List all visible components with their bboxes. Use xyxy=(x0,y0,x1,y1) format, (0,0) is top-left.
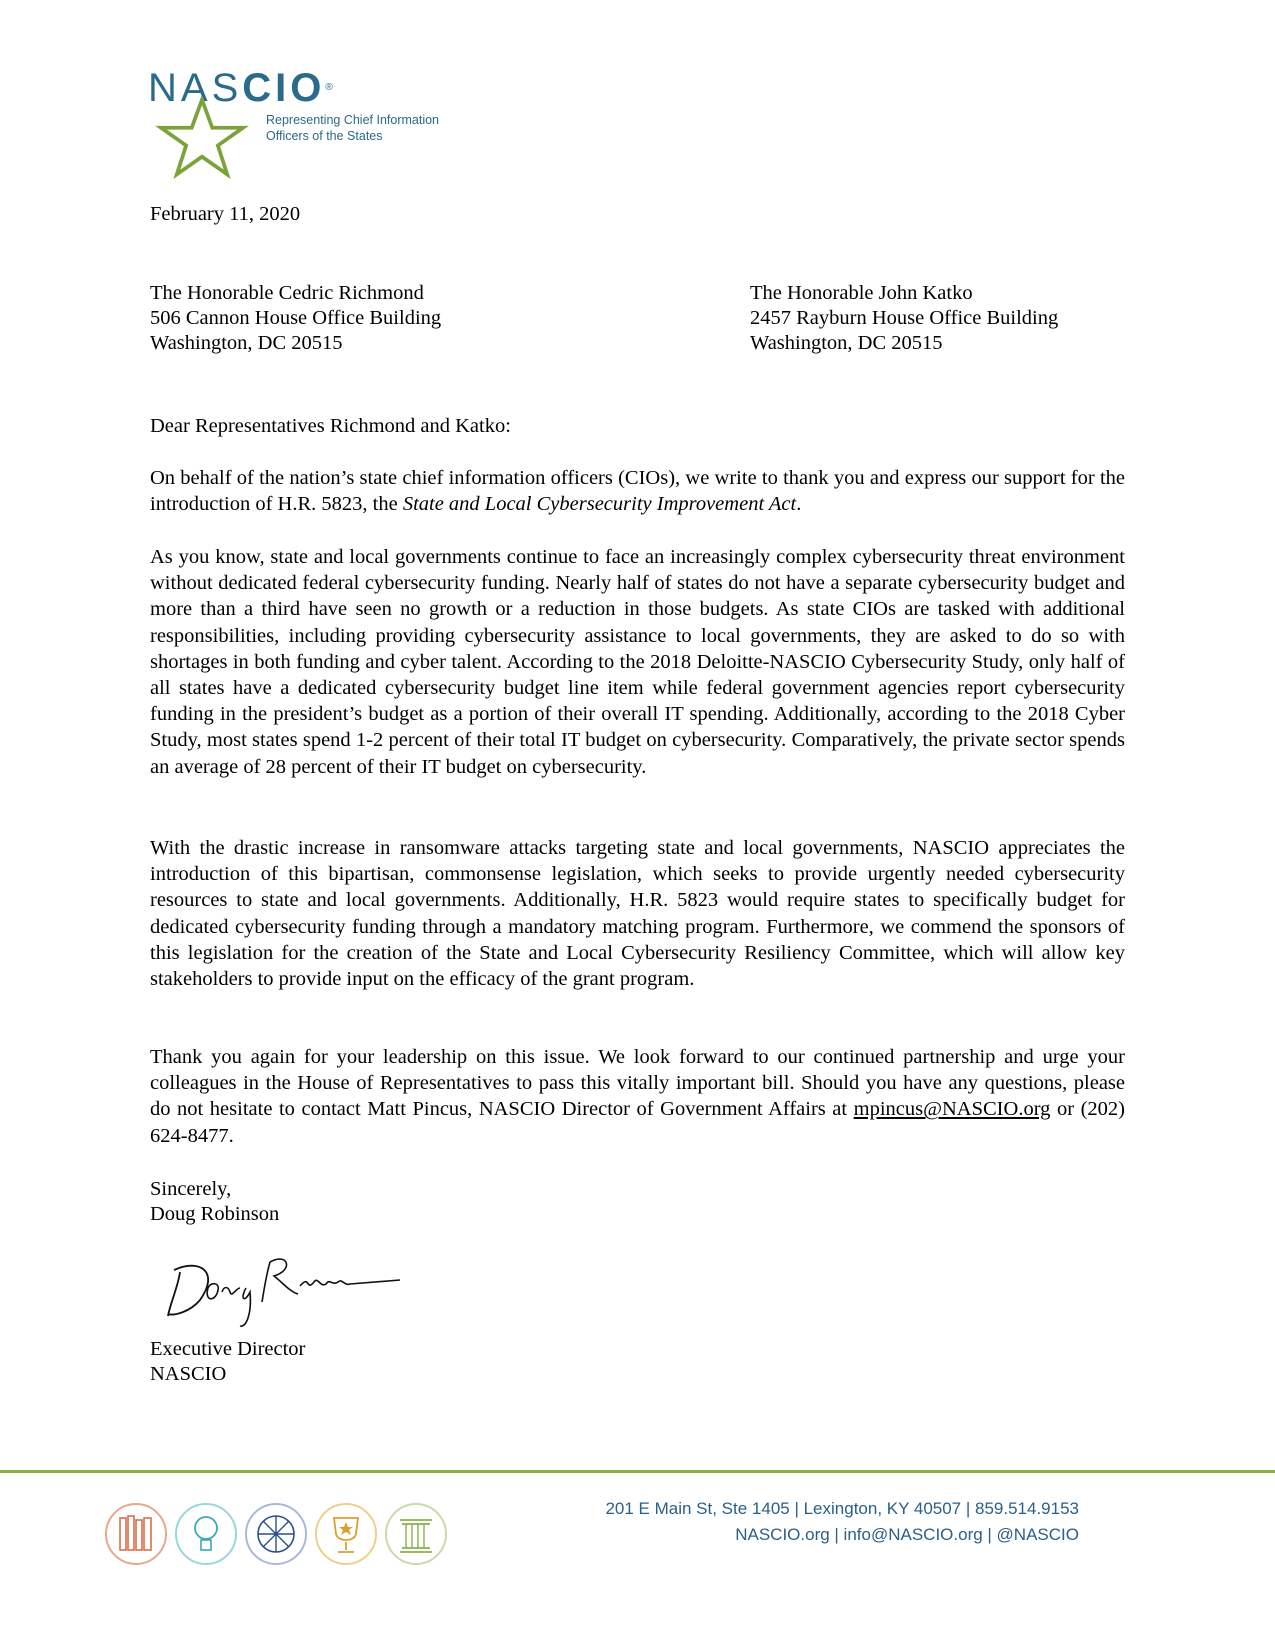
salutation: Dear Representatives Richmond and Katko: xyxy=(150,415,511,437)
footer-divider xyxy=(0,1470,1275,1473)
recipient-city: Washington, DC 20515 xyxy=(150,332,343,354)
footer-icon-row xyxy=(102,1498,462,1570)
signer-title: Executive Director xyxy=(150,1338,306,1360)
email-link[interactable]: mpincus@NASCIO.org xyxy=(853,1098,1051,1121)
recipient-name: The Honorable Cedric Richmond xyxy=(150,282,424,304)
footer-web: NASCIO.org | info@NASCIO.org | @NASCIO xyxy=(735,1525,1079,1544)
signer-organization: NASCIO xyxy=(150,1363,227,1385)
logo-wordmark-right: CIO xyxy=(242,66,326,110)
footer-contact xyxy=(605,1496,1079,1548)
paragraph-text: . xyxy=(796,493,802,516)
logo-tagline-line1: Representing Chief Information xyxy=(266,113,440,127)
lightbulb-icon xyxy=(176,1504,236,1564)
recipient-street: 506 Cannon House Office Building xyxy=(150,307,442,329)
footer-address: 201 E Main St, Ste 1405 | Lexington, KY 40507 | 859.514.9153 xyxy=(605,1499,1079,1518)
closing-block xyxy=(150,1177,279,1227)
signer-title-block xyxy=(150,1337,305,1387)
body-paragraph-4 xyxy=(150,1044,1125,1149)
body-paragraph-1 xyxy=(150,465,1125,517)
network-icon xyxy=(246,1504,306,1564)
body-paragraph-3: With the drastic increase in ransomware attacks targeting state and local governments, NASCIO appreciates the introduction of this bipartisan, commonsense legislation, which seeks to provide urgently needed cybersecurity resources to state and local governments. Additionally, H.R. 5823 would require states to specifically budget for dedicated cybersecurity funding through a mandatory matching program. Furthermore, we commend the sponsors of this legislation for the creation of the State and Local Cybersecurity Resiliency Committee, which will allow key stakeholders to provide input on the efficacy of the grant program. xyxy=(150,837,1125,991)
recipient-address-left xyxy=(150,281,441,356)
trophy-icon xyxy=(316,1504,376,1564)
recipient-name: The Honorable John Katko xyxy=(750,282,973,304)
bill-title: State and Local Cybersecurity Improvement Act xyxy=(402,493,797,516)
books-icon xyxy=(106,1504,166,1564)
paragraph-text: On behalf of the nation’s state chief information officers (CIOs), we write to thank you and express our support for the introduction of H.R. 5823, the xyxy=(150,467,1125,516)
logo-tagline xyxy=(266,112,439,144)
recipient-city: Washington, DC 20515 xyxy=(750,332,943,354)
registered-mark: ® xyxy=(325,82,333,93)
recipient-street: 2457 Rayburn House Office Building xyxy=(750,307,1059,329)
star-icon xyxy=(154,96,250,180)
signer-name: Doug Robinson xyxy=(150,1203,280,1225)
logo-tagline-line2: Officers of the States xyxy=(266,129,383,143)
paragraph-text: or (202) 624-8477. xyxy=(150,1098,1125,1147)
handwritten-signature xyxy=(160,1242,410,1330)
body-paragraph-2: As you know, state and local governments continue to face an increasingly complex cybersecurity threat environment without dedicated federal cybersecurity funding. Nearly half of states do not have a separate cybersecurity budget and more than a third have seen no growth or a reduction in those budgets. As state CIOs are tasked with additional responsibilities, including providing cybersecurity assistance to local governments, they are asked to do so with shortages in both funding and cyber talent. According to the 2018 Deloitte-NASCIO Cybersecurity Study, only half of all states have a dedicated cybersecurity budget line item while federal government agencies report cybersecurity funding in the president’s budget as a portion of their overall IT spending. Additionally, according to the 2018 Cyber Study, most states spend 1-2 percent of their total IT budget on cybersecurity. Comparatively, the private sector spends an average of 28 percent of their IT budget on cybersecurity. xyxy=(150,546,1125,778)
column-icon xyxy=(386,1504,446,1564)
closing: Sincerely, xyxy=(150,1178,232,1200)
paragraph-text: Thank you again for your leadership on this issue. We look forward to our continued partnership and urge your colleagues in the House of Representatives to pass this vitally important bill. Should you have any questions, please do not hesitate to contact Matt Pincus, NASCIO Director of Government Affairs at xyxy=(150,1046,1125,1121)
logo-wordmark-left: NAS xyxy=(148,66,243,110)
recipient-address-right xyxy=(750,281,1058,356)
nascio-logo xyxy=(148,68,448,178)
letter-date: February 11, 2020 xyxy=(150,203,301,225)
